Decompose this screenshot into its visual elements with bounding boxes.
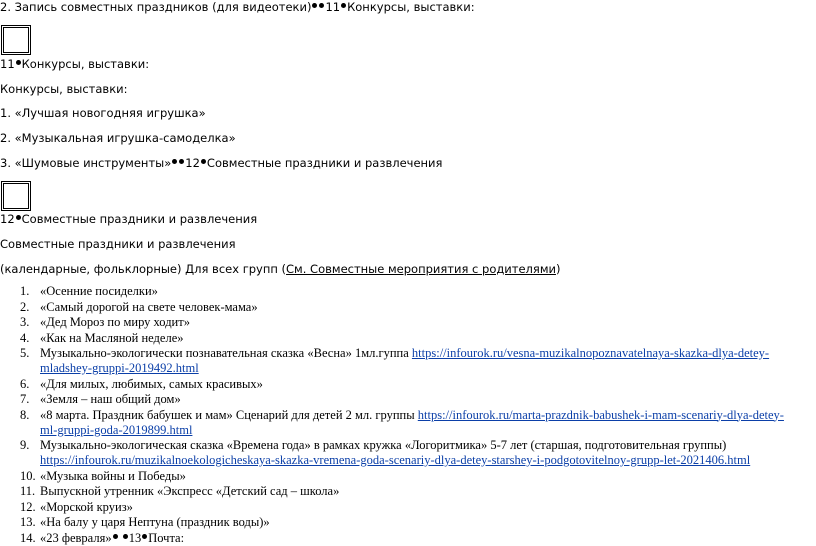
section-title: Конкурсы, выставки: [21, 57, 150, 71]
contest-item: 1. «Лучшая новогодняя игрушка» [0, 106, 206, 120]
list-number: 7. [20, 392, 30, 406]
list-item [0, 284, 800, 299]
scenario-link[interactable]: https://infourok.ru/muzikalnoekologicheskaya-skazka-vremena-goda-scenariy-dlya-detey-starshey-i-podgotovitelnoy-grupp-let-2021406.html [40, 453, 751, 467]
list-item [0, 315, 800, 330]
list-text: «Морской круиз» [40, 499, 133, 514]
list-number: 11. [20, 484, 36, 498]
list-number: 13. [20, 515, 36, 529]
section12-label [0, 212, 257, 226]
list-number: 12. [20, 499, 36, 514]
events-list [0, 284, 800, 546]
section11-label [0, 57, 149, 71]
list-item [0, 438, 800, 468]
list-text: «8 марта. Праздник бабушек и мам» Сценарий для детей 2 мл. группы [40, 407, 418, 422]
note-text-end: ) [555, 262, 561, 276]
list-text: «Дед Мороз по миру ходит» [40, 315, 190, 329]
list-item [0, 392, 800, 407]
list-text: Музыкально-экологическая сказка «Времена года» в рамках кружка «Логоритмика» 5-7 лет (старшая, подготовительная группы) [40, 438, 727, 452]
bullet-icon [319, 3, 324, 8]
list-number: 2. [20, 299, 30, 314]
list-number: 3. [20, 315, 30, 329]
section-title: Совместные праздники и развлечения [21, 212, 258, 226]
bullet-icon [172, 159, 177, 164]
list-text: «Осенние посиделки» [40, 284, 158, 298]
section11-heading: Конкурсы, выставки: [0, 82, 128, 96]
contest-item: 3. «Шумовые инструменты» [0, 156, 172, 170]
header-title: 2. Запись совместных праздников (для видеотеки) [0, 0, 312, 14]
list-item [0, 300, 800, 315]
scenario-link[interactable]: https://infourok.ru/marta-prazdnik-babushek-i-mam-scenariy-dlya-detey-ml-gruppi-goda-2019899.html [40, 407, 784, 437]
list-item [0, 500, 800, 515]
list-number: 4. [20, 330, 30, 345]
note-text: (календарные, фольклорные) Для всех групп ( [0, 262, 287, 276]
section-number: 13 [128, 530, 142, 545]
section12-heading: Совместные праздники и развлечения [0, 237, 236, 251]
contest-item-3-line [0, 156, 442, 170]
list-text: Выпускной утренник «Экспресс «Детский сад – школа» [40, 484, 340, 498]
bullet-icon [201, 159, 206, 164]
list-number: 8. [20, 407, 30, 422]
header-line [0, 0, 475, 14]
scenario-link[interactable]: https://infourok.ru/vesna-muzikalnopoznavatelnaya-skazka-dlya-detey-mladshey-gruppi-2019492.html [40, 346, 770, 375]
list-text: «Как на Масляной неделе» [40, 330, 184, 345]
header-section-title: Конкурсы, выставки: [347, 0, 475, 14]
section-number: 11 [0, 57, 15, 71]
parents-events-link[interactable]: См. Совместные мероприятия с родителями [286, 262, 556, 276]
bullet-icon [312, 3, 317, 8]
list-number: 1. [20, 284, 30, 298]
section-title: Почта: [148, 530, 185, 545]
slide-thumbnail-placeholder [1, 181, 31, 211]
list-number: 10. [20, 468, 36, 483]
list-item [0, 531, 800, 546]
list-number: 9. [20, 438, 30, 452]
list-text: «Музыка войны и Победы» [40, 468, 186, 483]
bullet-icon [16, 215, 21, 220]
list-text: «Земля – наш общий дом» [40, 392, 181, 406]
section-number: 12 [0, 212, 15, 226]
list-text: «Для милых, любимых, самых красивых» [40, 376, 263, 391]
bullet-icon [16, 60, 21, 65]
section-title: Совместные праздники и развлечения [206, 156, 443, 170]
list-item [0, 377, 800, 392]
list-text: «На балу у царя Нептуна (праздник воды)» [40, 515, 270, 529]
bullet-icon [179, 159, 184, 164]
list-item [0, 331, 800, 346]
bullet-icon [341, 3, 346, 8]
list-text: Музыкально-экологически познавательная сказка «Весна» 1мл.гуппа [40, 346, 412, 360]
list-item [0, 484, 800, 499]
slide-thumbnail-placeholder [1, 25, 31, 55]
contest-item: 2. «Музыкальная игрушка-самоделка» [0, 131, 236, 145]
list-text: «23 февраля» [40, 530, 112, 545]
list-item [0, 408, 800, 438]
section-number: 12 [185, 156, 200, 170]
list-item [0, 515, 800, 530]
section12-note [0, 262, 560, 276]
list-text: «Самый дорогой на свете человек-мама» [40, 299, 258, 314]
list-number: 14. [20, 530, 36, 545]
header-section-number: 11 [325, 0, 341, 14]
list-number: 5. [20, 346, 30, 360]
list-number: 6. [20, 376, 30, 391]
list-item [0, 346, 800, 376]
list-item [0, 469, 800, 484]
